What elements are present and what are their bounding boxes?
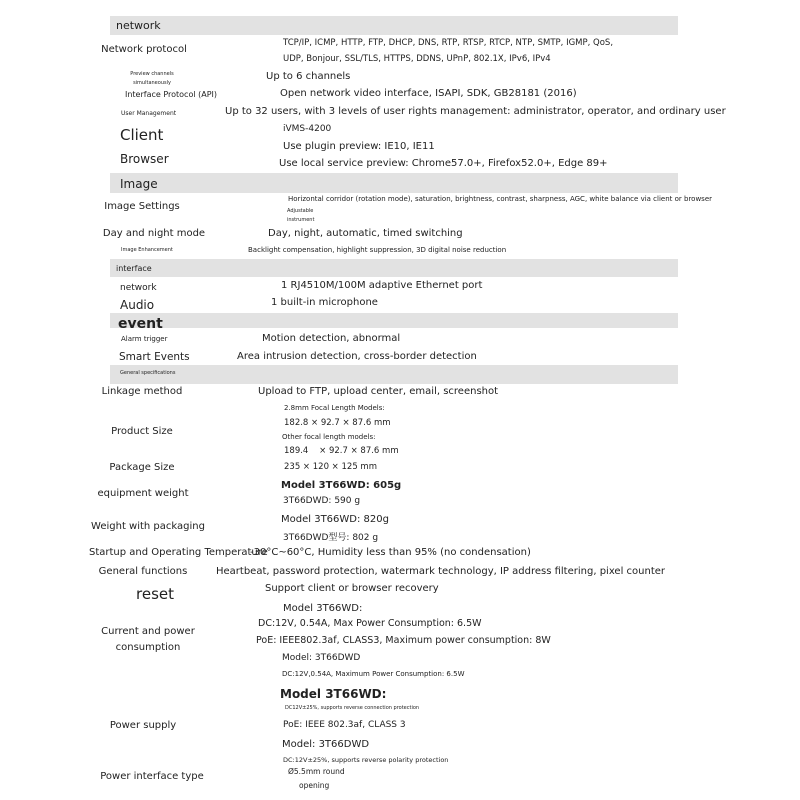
value-power-supply-line4: Model: 3T66DWD <box>282 739 370 750</box>
value-smart-events: Area intrusion detection, cross-border detection <box>237 351 477 362</box>
label-current-power-line1: Current and power <box>101 626 195 637</box>
value-client: iVMS-4200 <box>283 124 332 134</box>
label-preview-channels-line2: simultaneously <box>133 80 171 86</box>
section-band-event <box>110 313 678 328</box>
label-alarm-trigger: Alarm trigger <box>121 335 168 343</box>
label-image-settings: Image Settings <box>104 201 180 212</box>
value-image-settings-note2: instrument <box>287 217 315 223</box>
value-temperature: -30°C~60°C, Humidity less than 95% (no condensation) <box>250 547 531 558</box>
label-current-power-line2: consumption <box>115 642 181 653</box>
value-power-supply-line2: DC12V±25%, supports reverse connection protection <box>285 705 420 711</box>
value-current-power-line1: Model 3T66WD: <box>283 603 363 614</box>
label-browser: Browser <box>120 152 169 166</box>
value-product-size-line1: 2.8mm Focal Length Models: <box>284 404 385 412</box>
value-packaging-weight-line1: Model 3T66WD: 820g <box>281 514 389 525</box>
value-power-interface-line1: Ø5.5mm round <box>288 767 345 776</box>
value-user-management: Up to 32 users, with 3 levels of user rights management: administrator, operator, and ordinary user <box>225 106 726 117</box>
section-band-general <box>110 365 678 384</box>
value-network-protocol-line2: UDP, Bonjour, SSL/TLS, HTTPS, DDNS, UPnP, 802.1X, IPv6, IPv4 <box>283 54 551 64</box>
value-network-port: 1 RJ4510M/100M adaptive Ethernet port <box>281 280 483 291</box>
value-day-night: Day, night, automatic, timed switching <box>268 228 463 239</box>
label-packaging-weight: Weight with packaging <box>91 521 205 532</box>
label-product-size: Product Size <box>111 426 173 437</box>
value-packaging-weight-line2: 3T66DWD型号: 802 g <box>283 533 379 543</box>
value-network-protocol-line1: TCP/IP, ICMP, HTTP, FTP, DHCP, DNS, RTP, RTSP, RTCP, NTP, SMTP, IGMP, QoS, <box>283 38 614 48</box>
value-audio: 1 built-in microphone <box>271 297 378 308</box>
value-current-power-line3: PoE: IEEE802.3af, CLASS3, Maximum power consumption: 8W <box>256 635 551 646</box>
section-heading-general: General specifications <box>120 370 176 376</box>
label-general-functions: General functions <box>98 566 188 577</box>
value-image-enhancement: Backlight compensation, highlight suppression, 3D digital noise reduction <box>248 246 507 254</box>
section-heading-image: Image <box>120 177 158 191</box>
value-browser-line2: Use local service preview: Chrome57.0+, Firefox52.0+, Edge 89+ <box>279 158 608 169</box>
value-current-power-line2: DC:12V, 0.54A, Max Power Consumption: 6.5W <box>258 618 482 629</box>
label-audio: Audio <box>120 298 155 312</box>
label-user-management: User Management <box>121 110 177 117</box>
value-browser-line1: Use plugin preview: IE10, IE11 <box>283 141 435 152</box>
value-api: Open network video interface, ISAPI, SDK, GB28181 (2016) <box>280 88 577 99</box>
value-image-settings-note1: Adjustable <box>287 208 314 214</box>
label-reset: reset <box>136 585 174 603</box>
value-product-size-line2: 182.8 × 92.7 × 87.6 mm <box>284 418 391 428</box>
label-client: Client <box>120 126 164 144</box>
value-general-functions: Heartbeat, password protection, watermark technology, IP address filtering, pixel counter <box>216 566 666 577</box>
label-api: Interface Protocol (API) <box>124 90 218 99</box>
value-power-supply-line1: Model 3T66WD: <box>280 687 387 701</box>
value-power-interface-line2: opening <box>299 781 330 790</box>
value-power-supply-line5: DC:12V±25%, supports reverse polarity protection <box>283 756 449 764</box>
label-image-enhancement: Image Enhancement <box>121 247 173 253</box>
value-current-power-line4: Model: 3T66DWD <box>282 653 361 663</box>
label-power-interface: Power interface type <box>100 771 204 782</box>
section-band-interface <box>110 259 678 277</box>
value-equipment-weight-line2: 3T66DWD: 590 g <box>283 496 361 506</box>
label-package-size: Package Size <box>109 462 175 473</box>
label-temperature: Startup and Operating Temperature <box>89 547 268 558</box>
label-preview-channels-line1: Preview channels <box>130 71 174 77</box>
label-smart-events: Smart Events <box>119 351 190 363</box>
section-heading-interface: interface <box>116 264 152 273</box>
value-alarm-trigger: Motion detection, abnormal <box>262 333 401 344</box>
value-preview-channels: Up to 6 channels <box>266 71 351 82</box>
label-equipment-weight: equipment weight <box>97 488 189 499</box>
label-linkage: Linkage method <box>101 386 183 397</box>
label-network-port: network <box>120 283 157 293</box>
section-heading-event: event <box>118 316 163 332</box>
value-equipment-weight-line1: Model 3T66WD: 605g <box>281 480 402 491</box>
label-network-protocol: Network protocol <box>101 44 187 55</box>
section-band-network <box>110 16 678 35</box>
value-product-size-line4: 189.4 × 92.7 × 87.6 mm <box>284 446 399 456</box>
section-band-image <box>110 173 678 193</box>
label-day-night: Day and night mode <box>102 228 206 239</box>
value-current-power-line5: DC:12V,0.54A, Maximum Power Consumption: 6.5W <box>282 670 465 678</box>
value-image-settings: Horizontal corridor (rotation mode), saturation, brightness, contrast, sharpness, AGC, white balance via client or browser <box>288 195 713 203</box>
value-package-size: 235 × 120 × 125 mm <box>284 462 377 472</box>
section-heading-network: network <box>116 19 161 32</box>
value-linkage: Upload to FTP, upload center, email, screenshot <box>258 386 499 397</box>
value-reset: Support client or browser recovery <box>265 583 439 594</box>
value-power-supply-line3: PoE: IEEE 802.3af, CLASS 3 <box>283 720 406 730</box>
value-product-size-line3: Other focal length models: <box>282 433 376 441</box>
label-power-supply: Power supply <box>109 720 177 731</box>
